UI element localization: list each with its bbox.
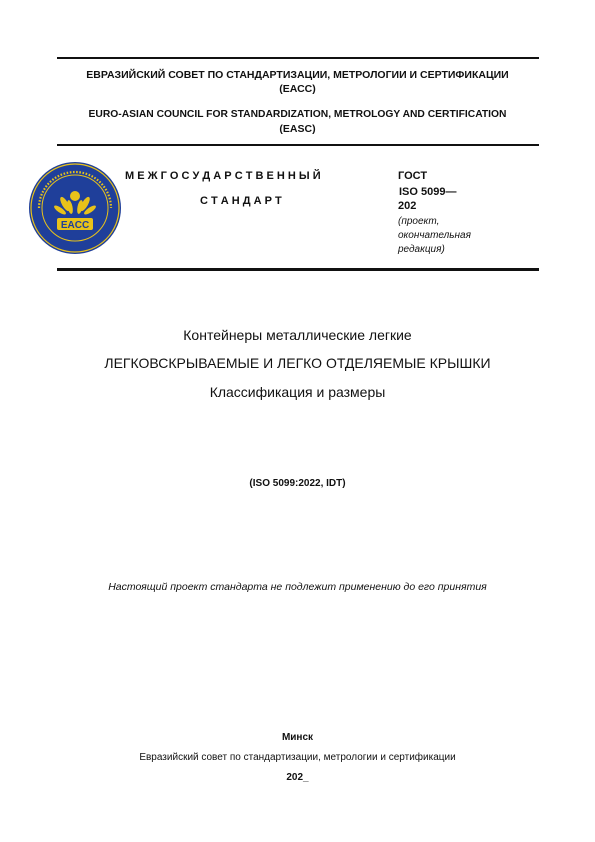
footer-year: 202_	[286, 772, 309, 783]
easc-emblem-icon	[27, 160, 123, 256]
draft-notice: Настоящий проект стандарта не подлежит применению до его принятия	[108, 581, 487, 593]
footer-city: Минск	[281, 732, 314, 743]
title-line1: Контейнеры металлические легкие	[183, 327, 412, 343]
council-ru-line1: ЕВРАЗИЙСКИЙ СОВЕТ ПО СТАНДАРТИЗАЦИИ, МЕТРОЛОГИИ И СЕРТИФИКАЦИИ	[86, 69, 509, 81]
council-en-line2: (EASC)	[279, 123, 316, 135]
standard-rule	[57, 268, 539, 271]
draft-note-line1: (проект,	[398, 216, 440, 227]
standard-type-line2: С Т А Н Д А Р Т	[200, 195, 282, 207]
council-ru-line2: (ЕАСС)	[279, 83, 316, 95]
footer-publisher: Евразийский совет по стандартизации, метрологии и сертификации	[139, 752, 456, 763]
gost-number: ISO 5099—	[399, 186, 457, 198]
top-rule	[57, 57, 539, 59]
iso-identity: (ISO 5099:2022, IDT)	[249, 478, 346, 489]
draft-note-line3: редакция)	[398, 244, 445, 255]
title-line3: Классификация и размеры	[209, 384, 386, 400]
standard-type-line1: М Е Ж Г О С У Д А Р С Т В Е Н Н Ы Й	[125, 170, 321, 182]
gost-label: ГОСТ	[398, 170, 428, 182]
council-en-line1: EURO-ASIAN COUNCIL FOR STANDARDIZATION, METROLOGY AND CERTIFICATION	[88, 109, 507, 120]
gost-year: 202	[398, 200, 417, 212]
svg-text:EACC: EACC	[60, 220, 90, 231]
header-rule	[57, 144, 539, 146]
title-line2: ЛЕГКОВСКРЫВАЕМЫЕ И ЛЕГКО ОТДЕЛЯЕМЫЕ КРЫШКИ	[104, 355, 491, 371]
draft-note-line2: окончательная	[398, 230, 471, 241]
